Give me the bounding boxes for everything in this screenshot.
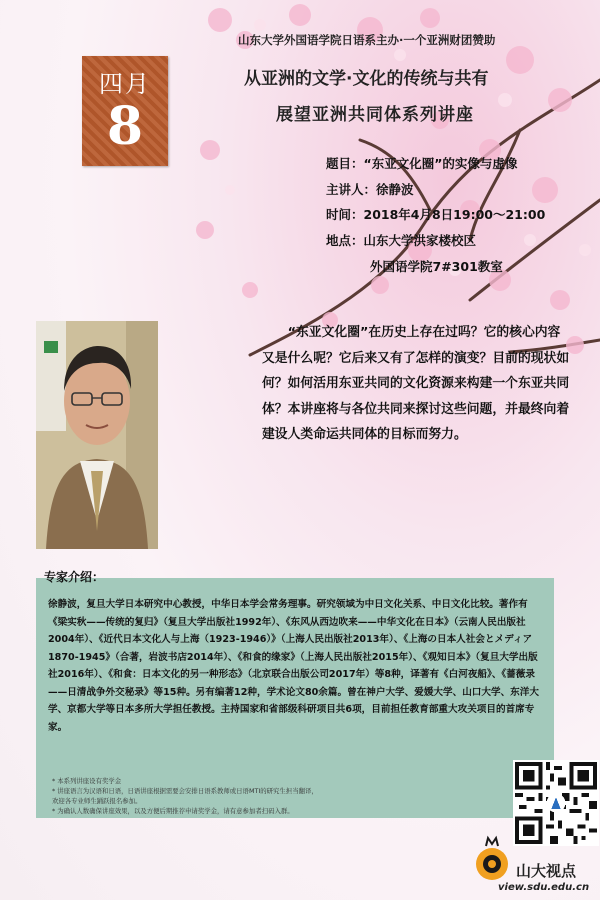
logo-text: 山大视点 xyxy=(516,862,577,880)
lecture-speaker: 主讲人：徐静波 xyxy=(326,182,414,197)
note-line: * 本系列讲座设有奖学金 xyxy=(52,777,122,785)
lecture-topic: 题目：“东亚文化圈”的实像与虚像 xyxy=(326,156,518,171)
intro-paragraph: “东亚文化圈”在历史上存在过吗？它的核心内容又是什么呢？它后来又有了怎样的演变？目前的现状如何？如何活用东亚共同的文化资源来构建一个东亚共同体？本讲座将与各位共同来探讨这些问题，并最终向着建设人类命运共同体的目标而努力。 xyxy=(262,325,570,442)
lecture-introduction xyxy=(262,320,572,448)
note-line: * 为确认人数确保讲座效果，以及方便后期推荐申请奖学金，请有意参加者扫码入群。 xyxy=(52,807,294,815)
logo-url[interactable]: view.sdu.edu.cn xyxy=(498,882,590,893)
date-box xyxy=(82,56,168,166)
lecture-title-line2: 展望亚洲共同体系列讲座 xyxy=(276,105,474,125)
lecture-place: 地点：山东大学洪家楼校区 xyxy=(326,233,477,248)
lecture-time: 时间：2018年4月8日19:00～21:00 xyxy=(326,207,546,222)
date-day: 8 xyxy=(106,96,144,157)
expert-bio-panel xyxy=(36,578,554,768)
expert-label: 专家介绍： xyxy=(44,570,105,584)
speaker-photo xyxy=(36,321,158,549)
sponsor-line: 山东大学外国语学院日语系主办·一个亚洲财团赞助 xyxy=(238,33,496,47)
expert-bio-text: 徐静波，复旦大学日本研究中心教授，中华日本学会常务理事。研究领域为中日文化关系、中日文化比较。著作有《梁实秋——传统的复归》（复旦大学出版社1992年）、《东风从西边吹来——中华文化在日本》（云南人民出版社2004年）、《近代日本文化人与上海（1923-1946）》（上海人民出版社2013年）、《上海の日本人社会とメディア1870-1945》（合著，岩波书店2014年）、《和食的缘家》（上海人民出版社2015年）、《观知日本》（复旦大学出版社2016年）、《和食：日本文化的另一种形态》（北京联合出版公司2017年）等8种，译著有《白河夜船》、《蔷薇录——日清战争外交秘录》等15种。另有编著12种，学术论文80余篇。曾在神户大学、爱媛大学、山口大学、东洋大学、京都大学等日本多所大学担任教授。主持国家和省部级科研项目共6项，目前担任教育部重大攻关项目的首席专家。 xyxy=(48,599,539,733)
notes-panel xyxy=(36,768,554,818)
lecture-title-line1: 从亚洲的文学·文化的传统与共有 xyxy=(244,69,489,89)
note-line: * 讲座语言为汉语和日语，日语讲座根据需要会安排日语系教师或日语MTI的研究生担当翻译， xyxy=(52,787,318,795)
note-line: 欢迎各专业师生踊跃报名参加。 xyxy=(52,797,142,805)
lecture-room: 外国语学院7#301教室 xyxy=(370,259,503,274)
date-month: 四月 xyxy=(99,70,151,98)
